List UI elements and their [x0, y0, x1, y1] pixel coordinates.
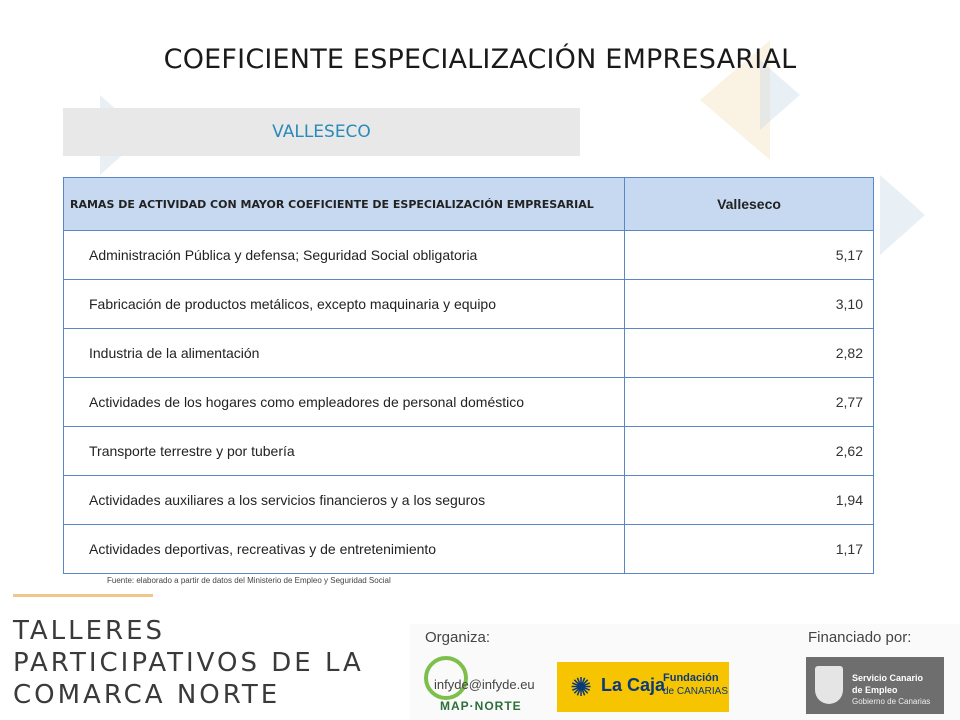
footer-title-line: TALLERES [13, 616, 166, 646]
page-title: COEFICIENTE ESPECIALIZACIÓN EMPRESARIAL [163, 44, 797, 75]
value-cell: 2,77 [625, 378, 874, 427]
source-note: Fuente: elaborado a partir de datos del Ministerio de Empleo y Seguridad Social [107, 576, 391, 585]
table-row [64, 231, 874, 280]
financiado-label: Financiado por: [808, 629, 912, 646]
branch-cell: Industria de la alimentación [64, 329, 625, 378]
table-header-row [64, 178, 874, 231]
value-cell: 1,94 [625, 476, 874, 525]
table-row [64, 525, 874, 574]
value-cell: 2,62 [625, 427, 874, 476]
subtitle: VALLESECO [272, 122, 371, 142]
table-row [64, 476, 874, 525]
footer-title-line: PARTICIPATIVOS DE LA [13, 648, 364, 678]
sce-line: Servicio Canario [852, 673, 924, 683]
shield-icon [815, 666, 843, 704]
caja-fund-line: Fundación [663, 672, 719, 684]
value-cell: 2,82 [625, 329, 874, 378]
column-header-value: Valleseco [625, 178, 874, 231]
value-cell: 1,17 [625, 525, 874, 574]
servicio-canario-logo [806, 657, 944, 714]
organiza-label: Organiza: [425, 629, 491, 646]
specialization-table [63, 177, 874, 574]
branch-cell: Actividades de los hogares como empleadores de personal doméstico [64, 378, 625, 427]
branch-cell: Fabricación de productos metálicos, excepto maquinaria y equipo [64, 280, 625, 329]
branch-cell: Actividades auxiliares a los servicios financieros y a los seguros [64, 476, 625, 525]
footer-title [13, 615, 364, 711]
subtitle-bar [63, 108, 580, 156]
table-row [64, 427, 874, 476]
map-logo-text: MAP·NORTE [440, 699, 522, 713]
email-text: infyde@infyde.eu [434, 677, 535, 692]
value-cell: 3,10 [625, 280, 874, 329]
value-cell: 5,17 [625, 231, 874, 280]
branch-cell: Actividades deportivas, recreativas y de entretenimiento [64, 525, 625, 574]
table-row [64, 329, 874, 378]
table-row [64, 280, 874, 329]
caja-fund-line: de CANARIAS [663, 686, 729, 697]
decorative-triangle [880, 175, 925, 255]
footer-title-line: COMARCA NORTE [13, 680, 281, 710]
sun-icon: ✺ [570, 672, 592, 702]
sce-line: Gobierno de Canarias [852, 697, 931, 706]
la-caja-logo [557, 662, 729, 712]
branch-cell: Transporte terrestre y por tubería [64, 427, 625, 476]
caja-name: La Caja [601, 675, 666, 695]
table-row [64, 378, 874, 427]
column-header-branch: RAMAS DE ACTIVIDAD CON MAYOR COEFICIENTE DE ESPECIALIZACIÓN EMPRESARIAL [64, 178, 625, 231]
divider [13, 594, 153, 597]
branch-cell: Administración Pública y defensa; Seguridad Social obligatoria [64, 231, 625, 280]
sce-line: de Empleo [852, 685, 898, 695]
